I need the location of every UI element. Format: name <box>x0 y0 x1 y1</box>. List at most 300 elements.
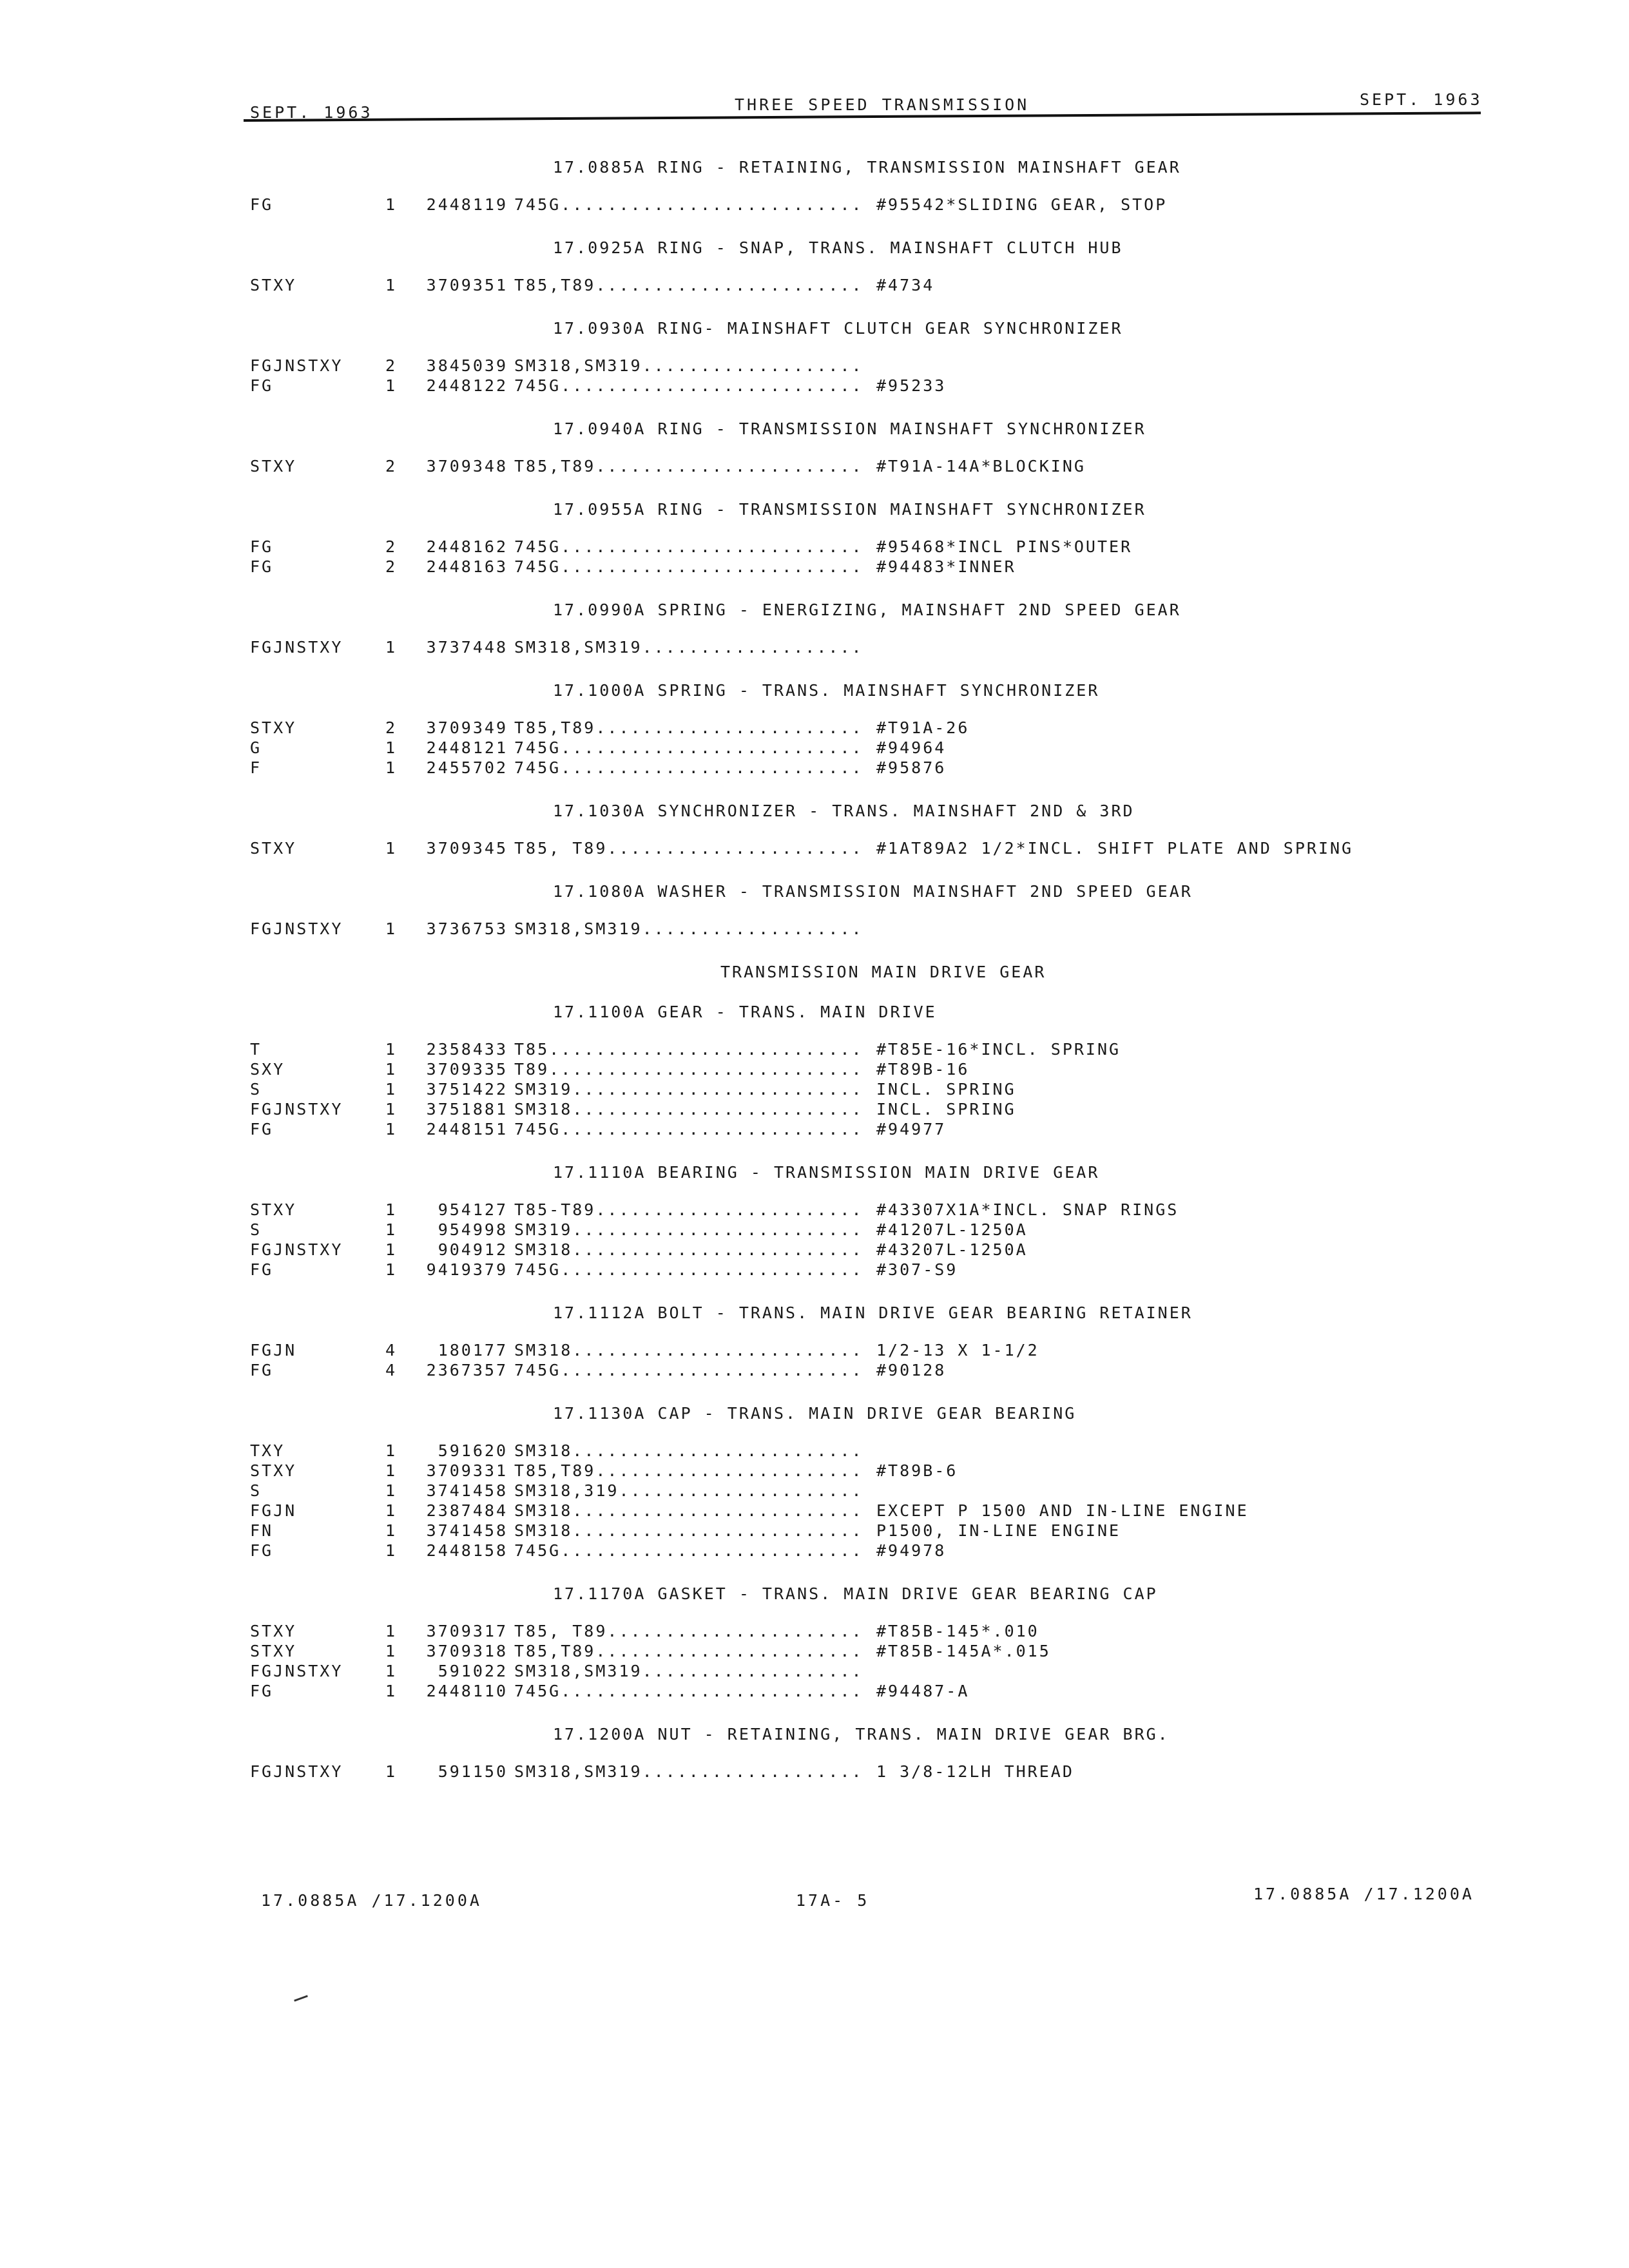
quantity: 1 <box>385 1541 398 1560</box>
part-row <box>250 1441 1487 1461</box>
dot-leader: ......................... <box>572 1341 863 1360</box>
dot-leader: ......................... <box>572 1501 863 1520</box>
model-number: 745G <box>514 1120 561 1139</box>
quantity: 2 <box>385 557 398 576</box>
applicability-code: STXY <box>250 276 297 294</box>
model-with-leader <box>514 1441 863 1461</box>
part-number: 591150 <box>438 1762 508 1781</box>
model-with-leader <box>514 1762 863 1782</box>
model-number: 745G <box>514 758 561 777</box>
model-with-leader <box>514 1521 863 1541</box>
quantity: 1 <box>385 1461 398 1480</box>
applicability-code: S <box>250 1220 262 1239</box>
quantity: 1 <box>385 1220 398 1239</box>
model-with-leader <box>514 1641 863 1661</box>
applicability-code: F <box>250 758 262 777</box>
model-with-leader <box>514 718 863 738</box>
model-with-leader <box>514 1340 863 1360</box>
part-number: 3751422 <box>426 1080 508 1099</box>
footer-right-range: 17.0885A /17.1200A <box>1253 1885 1474 1903</box>
section-title: 17.1130A CAP - TRANS. MAIN DRIVE GEAR BEARING <box>553 1404 1077 1423</box>
quantity: 1 <box>385 638 398 657</box>
section-gap <box>250 1280 1487 1300</box>
part-number: 3741458 <box>426 1521 508 1540</box>
part-note: #T89B-6 <box>876 1461 958 1480</box>
section-gap <box>250 1139 1487 1160</box>
part-note: #94964 <box>876 738 947 757</box>
applicability-code: TXY <box>250 1441 285 1460</box>
part-row <box>250 1661 1487 1681</box>
part-row <box>250 1641 1487 1661</box>
section-title: 17.0925A RING - SNAP, TRANS. MAINSHAFT CLUTCH HUB <box>553 238 1123 257</box>
model-number: SM318,SM319 <box>514 638 642 657</box>
part-row <box>250 557 1487 577</box>
parts-section <box>250 879 1487 959</box>
section-gap <box>250 215 1487 235</box>
applicability-code: FGJNSTXY <box>250 1762 343 1781</box>
part-row <box>250 838 1487 858</box>
section-title: 17.1000A SPRING - TRANS. MAINSHAFT SYNCHRONIZER <box>553 681 1100 700</box>
model-with-leader <box>514 1119 863 1139</box>
part-row <box>250 1360 1487 1380</box>
dot-leader: ...................... <box>607 839 863 858</box>
applicability-code: FGJNSTXY <box>250 1240 343 1259</box>
model-number: SM318 <box>514 1501 573 1520</box>
part-row <box>250 1059 1487 1079</box>
part-note: #43307X1A*INCL. SNAP RINGS <box>876 1200 1179 1219</box>
dot-leader: .......................... <box>561 537 863 556</box>
model-with-leader <box>514 1661 863 1681</box>
quantity: 1 <box>385 1240 398 1259</box>
parts-list <box>250 155 1487 1802</box>
model-with-leader <box>514 356 863 376</box>
part-note: #94487-A <box>876 1682 970 1700</box>
part-number: 3709351 <box>426 276 508 294</box>
parts-section <box>250 1722 1487 1802</box>
part-row <box>250 1461 1487 1481</box>
parts-section <box>250 999 1487 1160</box>
model-number: T85,T89 <box>514 276 596 294</box>
applicability-code: FG <box>250 1361 274 1379</box>
model-with-leader <box>514 1240 863 1260</box>
section-gap <box>250 657 1487 678</box>
part-number: 2387484 <box>426 1501 508 1520</box>
part-note: #T85B-145A*.015 <box>876 1642 1051 1660</box>
part-number: 3741458 <box>426 1481 508 1500</box>
quantity: 1 <box>385 276 398 294</box>
part-row <box>250 718 1487 738</box>
part-number: 954998 <box>438 1220 508 1239</box>
dot-leader: ......................... <box>572 1521 863 1540</box>
dot-leader: ................... <box>642 638 863 657</box>
dot-leader: .......................... <box>561 1120 863 1139</box>
dot-leader: ....................... <box>595 276 863 294</box>
part-note: #T85B-145*.010 <box>876 1622 1039 1640</box>
section-title: 17.1100A GEAR - TRANS. MAIN DRIVE <box>553 1003 937 1021</box>
part-number: 2448122 <box>426 376 508 395</box>
dot-leader: ........................... <box>549 1060 863 1079</box>
part-number: 2367357 <box>426 1361 508 1379</box>
part-note: 1/2-13 X 1-1/2 <box>876 1341 1039 1360</box>
dot-leader: ....................... <box>595 457 863 476</box>
parts-section <box>250 155 1487 235</box>
model-number: T85,T89 <box>514 718 596 737</box>
applicability-code: FGJN <box>250 1501 297 1520</box>
dot-leader: ........................... <box>549 1040 863 1059</box>
dot-leader: .......................... <box>561 738 863 757</box>
model-number: SM318,SM319 <box>514 1662 642 1680</box>
quantity: 1 <box>385 1441 398 1460</box>
part-row <box>250 1681 1487 1701</box>
model-number: 745G <box>514 195 561 214</box>
section-title: 17.0930A RING- MAINSHAFT CLUTCH GEAR SYNCHRONIZER <box>553 319 1123 338</box>
part-number: 2448151 <box>426 1120 508 1139</box>
part-row <box>250 919 1487 939</box>
part-row <box>250 1039 1487 1059</box>
footer-left-range: 17.0885A /17.1200A <box>261 1891 482 1910</box>
part-number: 591022 <box>438 1662 508 1680</box>
section-gap <box>250 778 1487 798</box>
section-gap <box>250 939 1487 959</box>
model-number: T85, T89 <box>514 839 608 858</box>
quantity: 1 <box>385 1682 398 1700</box>
part-note: #95233 <box>876 376 947 395</box>
part-note: INCL. SPRING <box>876 1100 1016 1119</box>
part-number: 2448163 <box>426 557 508 576</box>
model-number: 745G <box>514 537 561 556</box>
part-number: 3709345 <box>426 839 508 858</box>
part-number: 3709348 <box>426 457 508 476</box>
applicability-code: FG <box>250 1682 274 1700</box>
dot-leader: .......................... <box>561 758 863 777</box>
part-number: 9419379 <box>426 1260 508 1279</box>
quantity: 1 <box>385 1521 398 1540</box>
dot-leader: ....................... <box>595 1461 863 1480</box>
part-note: #95876 <box>876 758 947 777</box>
model-with-leader <box>514 1200 863 1220</box>
model-number: T85,T89 <box>514 457 596 476</box>
section-gap <box>250 476 1487 497</box>
part-row <box>250 1240 1487 1260</box>
applicability-code: STXY <box>250 1642 297 1660</box>
applicability-code: FG <box>250 376 274 395</box>
part-note: #94978 <box>876 1541 947 1560</box>
model-with-leader <box>514 838 863 858</box>
part-note: P1500, IN-LINE ENGINE <box>876 1521 1121 1540</box>
applicability-code: G <box>250 738 262 757</box>
part-number: 3709318 <box>426 1642 508 1660</box>
part-note: #T91A-26 <box>876 718 970 737</box>
part-row <box>250 456 1487 476</box>
part-number: 3709317 <box>426 1622 508 1640</box>
dot-leader: ....................... <box>595 1200 863 1219</box>
dot-leader: ..................... <box>619 1481 863 1500</box>
model-with-leader <box>514 758 863 778</box>
applicability-code: FG <box>250 1260 274 1279</box>
dot-leader: ......................... <box>572 1080 863 1099</box>
quantity: 1 <box>385 1100 398 1119</box>
section-gap <box>250 1701 1487 1722</box>
model-with-leader <box>514 1099 863 1119</box>
part-row <box>250 1079 1487 1099</box>
part-note: #T85E-16*INCL. SPRING <box>876 1040 1121 1059</box>
model-number: 745G <box>514 1541 561 1560</box>
applicability-code: STXY <box>250 1461 297 1480</box>
dot-leader: ......................... <box>572 1220 863 1239</box>
quantity: 1 <box>385 1642 398 1660</box>
quantity: 1 <box>385 1260 398 1279</box>
quantity: 1 <box>385 1622 398 1640</box>
parts-section <box>250 597 1487 678</box>
part-number: 2448158 <box>426 1541 508 1560</box>
parts-section <box>250 235 1487 316</box>
quantity: 2 <box>385 457 398 476</box>
model-number: 745G <box>514 1260 561 1279</box>
part-note: #95468*INCL PINS*OUTER <box>876 537 1133 556</box>
model-with-leader <box>514 195 863 215</box>
section-title: 17.1200A NUT - RETAINING, TRANS. MAIN DRIVE GEAR BRG. <box>553 1725 1170 1744</box>
model-with-leader <box>514 1039 863 1059</box>
model-number: SM318,SM319 <box>514 919 642 938</box>
dot-leader: .......................... <box>561 557 863 576</box>
part-row <box>250 1501 1487 1521</box>
parts-section <box>250 1581 1487 1722</box>
dot-leader: ......................... <box>572 1441 863 1460</box>
dot-leader: .......................... <box>561 1682 863 1700</box>
applicability-code: T <box>250 1040 262 1059</box>
part-row <box>250 1340 1487 1360</box>
quantity: 1 <box>385 758 398 777</box>
model-number: T85-T89 <box>514 1200 596 1219</box>
model-number: 745G <box>514 376 561 395</box>
part-note: INCL. SPRING <box>876 1080 1016 1099</box>
section-title: 17.1030A SYNCHRONIZER - TRANS. MAINSHAFT 2ND & 3RD <box>553 802 1135 820</box>
footer-page-number: 17A- 5 <box>796 1891 870 1910</box>
model-number: SM318 <box>514 1521 573 1540</box>
part-row <box>250 1099 1487 1119</box>
section-title: 17.0940A RING - TRANSMISSION MAINSHAFT SYNCHRONIZER <box>553 419 1146 438</box>
part-note: #94977 <box>876 1120 947 1139</box>
section-title: 17.1110A BEARING - TRANSMISSION MAIN DRIVE GEAR <box>553 1163 1100 1182</box>
applicability-code: S <box>250 1481 262 1500</box>
quantity: 1 <box>385 1662 398 1680</box>
section-title: 17.0885A RING - RETAINING, TRANSMISSION MAINSHAFT GEAR <box>553 158 1181 177</box>
quantity: 1 <box>385 738 398 757</box>
dot-leader: ................... <box>642 1762 863 1781</box>
part-note: #94483*INNER <box>876 557 1016 576</box>
part-number: 904912 <box>438 1240 508 1259</box>
applicability-code: STXY <box>250 718 297 737</box>
model-with-leader <box>514 456 863 476</box>
part-row <box>250 356 1487 376</box>
part-number: 3709349 <box>426 718 508 737</box>
model-with-leader <box>514 1220 863 1240</box>
part-number: 3709335 <box>426 1060 508 1079</box>
dot-leader: ................... <box>642 356 863 375</box>
dot-leader: .......................... <box>561 195 863 214</box>
header-title: THREE SPEED TRANSMISSION <box>735 95 1030 114</box>
part-row <box>250 275 1487 295</box>
section-gap <box>250 1380 1487 1401</box>
part-note: #307-S9 <box>876 1260 958 1279</box>
parts-section <box>250 316 1487 416</box>
applicability-code: FGJNSTXY <box>250 919 343 938</box>
model-with-leader <box>514 1541 863 1561</box>
model-number: SM318,319 <box>514 1481 619 1500</box>
model-with-leader <box>514 1059 863 1079</box>
quantity: 1 <box>385 1481 398 1500</box>
part-note: #90128 <box>876 1361 947 1379</box>
quantity: 1 <box>385 376 398 395</box>
part-note: EXCEPT P 1500 AND IN-LINE ENGINE <box>876 1501 1249 1520</box>
section-gap <box>250 577 1487 597</box>
model-with-leader <box>514 275 863 295</box>
model-number: SM318 <box>514 1441 573 1460</box>
part-number: 2448121 <box>426 738 508 757</box>
applicability-code: SXY <box>250 1060 285 1079</box>
model-number: SM318 <box>514 1341 573 1360</box>
model-with-leader <box>514 1621 863 1641</box>
dot-leader: ................... <box>642 1662 863 1680</box>
parts-section <box>250 959 1487 999</box>
section-title: 17.1112A BOLT - TRANS. MAIN DRIVE GEAR BEARING RETAINER <box>553 1303 1193 1322</box>
part-number: 2448162 <box>426 537 508 556</box>
model-with-leader <box>514 376 863 396</box>
applicability-code: FGJN <box>250 1341 297 1360</box>
header-right-date: SEPT. 1963 <box>1360 90 1483 109</box>
dot-leader: .......................... <box>561 1541 863 1560</box>
model-number: 745G <box>514 1361 561 1379</box>
model-with-leader <box>514 1461 863 1481</box>
applicability-code: STXY <box>250 1622 297 1640</box>
applicability-code: FG <box>250 537 274 556</box>
part-row <box>250 1220 1487 1240</box>
applicability-code: FGJNSTXY <box>250 356 343 375</box>
model-number: T85, T89 <box>514 1622 608 1640</box>
part-number: 954127 <box>438 1200 508 1219</box>
section-title: 17.0990A SPRING - ENERGIZING, MAINSHAFT 2ND SPEED GEAR <box>553 601 1181 619</box>
part-row <box>250 1521 1487 1541</box>
model-number: T85 <box>514 1040 550 1059</box>
quantity: 2 <box>385 356 398 375</box>
model-with-leader <box>514 1481 863 1501</box>
model-with-leader <box>514 1260 863 1280</box>
part-number: 591620 <box>438 1441 508 1460</box>
model-number: 745G <box>514 557 561 576</box>
model-with-leader <box>514 738 863 758</box>
part-row <box>250 376 1487 396</box>
part-row <box>250 1200 1487 1220</box>
quantity: 1 <box>385 839 398 858</box>
dot-leader: ....................... <box>595 718 863 737</box>
model-number: T85,T89 <box>514 1642 596 1660</box>
part-row <box>250 537 1487 557</box>
part-number: 3736753 <box>426 919 508 938</box>
part-row <box>250 1762 1487 1782</box>
part-row <box>250 1541 1487 1561</box>
part-note: #T89B-16 <box>876 1060 970 1079</box>
applicability-code: FGJNSTXY <box>250 1662 343 1680</box>
model-with-leader <box>514 537 863 557</box>
quantity: 1 <box>385 1501 398 1520</box>
quantity: 4 <box>385 1341 398 1360</box>
section-title: TRANSMISSION MAIN DRIVE GEAR <box>720 963 1046 981</box>
section-gap <box>250 858 1487 879</box>
model-number: SM319 <box>514 1220 573 1239</box>
model-with-leader <box>514 1079 863 1099</box>
model-number: SM318 <box>514 1100 573 1119</box>
part-number: 2455702 <box>426 758 508 777</box>
part-row <box>250 637 1487 657</box>
applicability-code: S <box>250 1080 262 1099</box>
part-note: #95542*SLIDING GEAR, STOP <box>876 195 1168 214</box>
section-title: 17.0955A RING - TRANSMISSION MAINSHAFT SYNCHRONIZER <box>553 500 1146 519</box>
part-row <box>250 1119 1487 1139</box>
parts-section <box>250 1300 1487 1401</box>
applicability-code: FGJNSTXY <box>250 1100 343 1119</box>
dot-leader: ......................... <box>572 1100 863 1119</box>
part-number: 3845039 <box>426 356 508 375</box>
model-number: SM318 <box>514 1240 573 1259</box>
applicability-code: FG <box>250 1120 274 1139</box>
quantity: 1 <box>385 1120 398 1139</box>
dot-leader: ......................... <box>572 1240 863 1259</box>
part-row <box>250 1481 1487 1501</box>
part-row <box>250 1260 1487 1280</box>
part-note: #4734 <box>876 276 935 294</box>
model-number: T85,T89 <box>514 1461 596 1480</box>
quantity: 1 <box>385 1060 398 1079</box>
header-left-date: SEPT. 1963 <box>250 103 373 122</box>
model-with-leader <box>514 1681 863 1701</box>
applicability-code: FGJNSTXY <box>250 638 343 657</box>
applicability-code: FN <box>250 1521 274 1540</box>
dot-leader: ...................... <box>607 1622 863 1640</box>
part-note: #43207L-1250A <box>876 1240 1028 1259</box>
part-row <box>250 758 1487 778</box>
part-number: 2448110 <box>426 1682 508 1700</box>
quantity: 1 <box>385 1040 398 1059</box>
model-with-leader <box>514 1360 863 1380</box>
applicability-code: FG <box>250 557 274 576</box>
part-number: 3709331 <box>426 1461 508 1480</box>
model-number: SM318,SM319 <box>514 1762 642 1781</box>
quantity: 4 <box>385 1361 398 1379</box>
dot-leader: .......................... <box>561 376 863 395</box>
applicability-code: FG <box>250 195 274 214</box>
parts-section <box>250 1401 1487 1581</box>
section-title: 17.1170A GASKET - TRANS. MAIN DRIVE GEAR BEARING CAP <box>553 1584 1158 1603</box>
quantity: 1 <box>385 1200 398 1219</box>
section-title: 17.1080A WASHER - TRANSMISSION MAINSHAFT 2ND SPEED GEAR <box>553 882 1193 901</box>
part-note: #1AT89A2 1/2*INCL. SHIFT PLATE AND SPRING <box>876 839 1354 858</box>
dot-leader: .......................... <box>561 1361 863 1379</box>
parts-section <box>250 497 1487 597</box>
quantity: 1 <box>385 195 398 214</box>
part-number: 3737448 <box>426 638 508 657</box>
model-with-leader <box>514 919 863 939</box>
section-gap <box>250 1782 1487 1802</box>
model-number: SM319 <box>514 1080 573 1099</box>
quantity: 1 <box>385 1762 398 1781</box>
parts-section <box>250 798 1487 879</box>
section-gap <box>250 1561 1487 1581</box>
model-with-leader <box>514 1501 863 1521</box>
applicability-code: STXY <box>250 839 297 858</box>
part-number: 180177 <box>438 1341 508 1360</box>
part-number: 2448119 <box>426 195 508 214</box>
part-number: 3751881 <box>426 1100 508 1119</box>
